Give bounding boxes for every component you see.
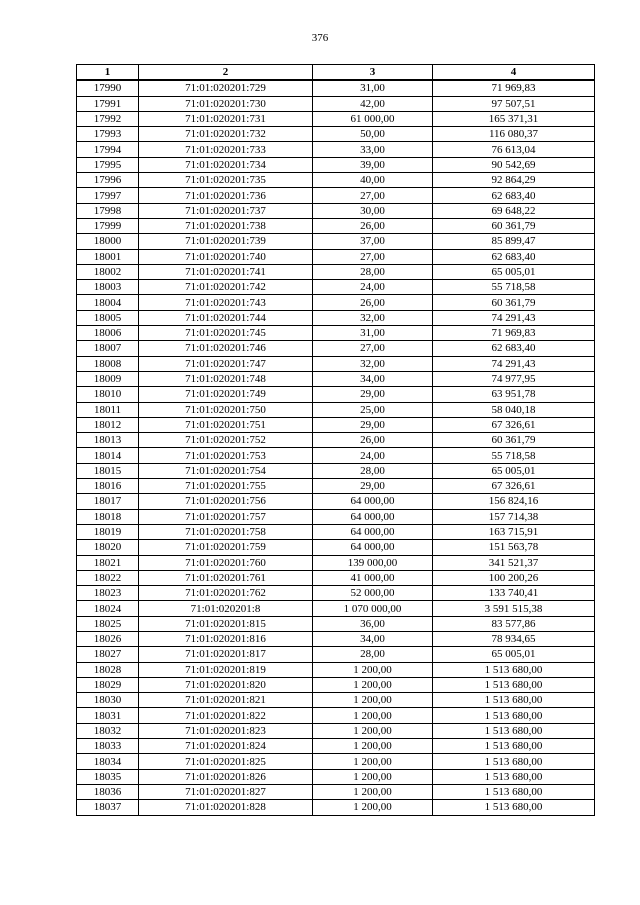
table-row xyxy=(77,173,595,188)
cadastral-number-cell: 71:01:020201:821 xyxy=(139,693,313,708)
area-cell: 26,00 xyxy=(313,433,433,448)
cadastral-number-cell: 71:01:020201:738 xyxy=(139,218,313,233)
table-row xyxy=(77,234,595,249)
area-cell: 64 000,00 xyxy=(313,509,433,524)
value-cell: 1 513 680,00 xyxy=(433,754,595,769)
value-cell: 69 648,22 xyxy=(433,203,595,218)
cadastral-number-cell: 71:01:020201:749 xyxy=(139,387,313,402)
cadastral-number-cell: 71:01:020201:731 xyxy=(139,111,313,126)
cadastral-number-cell: 71:01:020201:827 xyxy=(139,784,313,799)
table-row xyxy=(77,127,595,142)
area-cell: 1 200,00 xyxy=(313,784,433,799)
cadastral-number-cell: 71:01:020201:823 xyxy=(139,723,313,738)
cadastral-number-cell: 71:01:020201:816 xyxy=(139,631,313,646)
page-number: 376 xyxy=(311,32,329,44)
cadastral-number-cell: 71:01:020201:828 xyxy=(139,800,313,815)
area-cell: 41 000,00 xyxy=(313,570,433,585)
table-row xyxy=(77,218,595,233)
area-cell: 37,00 xyxy=(313,234,433,249)
value-cell: 1 513 680,00 xyxy=(433,739,595,754)
table-row xyxy=(77,769,595,784)
table-row xyxy=(77,356,595,371)
cadastral-number-cell: 71:01:020201:760 xyxy=(139,555,313,570)
row-number-cell: 17997 xyxy=(77,188,139,203)
table-row xyxy=(77,616,595,631)
value-cell: 92 864,29 xyxy=(433,173,595,188)
cadastral-number-cell: 71:01:020201:740 xyxy=(139,249,313,264)
cadastral-number-cell: 71:01:020201:759 xyxy=(139,540,313,555)
row-number-cell: 18027 xyxy=(77,647,139,662)
value-cell: 163 715,91 xyxy=(433,524,595,539)
value-cell: 74 291,43 xyxy=(433,356,595,371)
table-row xyxy=(77,96,595,111)
table-row xyxy=(77,494,595,509)
column-header-1: 1 xyxy=(77,65,139,81)
table-row xyxy=(77,647,595,662)
row-number-cell: 17990 xyxy=(77,80,139,96)
table-row xyxy=(77,448,595,463)
row-number-cell: 18024 xyxy=(77,601,139,616)
cadastral-number-cell: 71:01:020201:751 xyxy=(139,417,313,432)
value-cell: 165 371,31 xyxy=(433,111,595,126)
row-number-cell: 17998 xyxy=(77,203,139,218)
value-cell: 62 683,40 xyxy=(433,249,595,264)
table-row xyxy=(77,387,595,402)
value-cell: 1 513 680,00 xyxy=(433,708,595,723)
table-row xyxy=(77,326,595,341)
row-number-cell: 18026 xyxy=(77,631,139,646)
value-cell: 1 513 680,00 xyxy=(433,723,595,738)
column-header-3: 3 xyxy=(313,65,433,81)
cadastral-number-cell: 71:01:020201:744 xyxy=(139,310,313,325)
value-cell: 58 040,18 xyxy=(433,402,595,417)
table-row xyxy=(77,203,595,218)
table-row xyxy=(77,80,595,96)
cadastral-number-cell: 71:01:020201:747 xyxy=(139,356,313,371)
area-cell: 1 200,00 xyxy=(313,754,433,769)
cadastral-number-cell: 71:01:020201:733 xyxy=(139,142,313,157)
table-row xyxy=(77,723,595,738)
cadastral-number-cell: 71:01:020201:815 xyxy=(139,616,313,631)
value-cell: 1 513 680,00 xyxy=(433,693,595,708)
cadastral-number-cell: 71:01:020201:736 xyxy=(139,188,313,203)
value-cell: 63 951,78 xyxy=(433,387,595,402)
value-cell: 67 326,61 xyxy=(433,417,595,432)
row-number-cell: 18032 xyxy=(77,723,139,738)
area-cell: 42,00 xyxy=(313,96,433,111)
table-row xyxy=(77,371,595,386)
area-cell: 1 200,00 xyxy=(313,708,433,723)
row-number-cell: 17999 xyxy=(77,218,139,233)
table-row xyxy=(77,540,595,555)
row-number-cell: 18030 xyxy=(77,693,139,708)
table-row xyxy=(77,601,595,616)
table-row xyxy=(77,111,595,126)
area-cell: 64 000,00 xyxy=(313,524,433,539)
cadastral-number-cell: 71:01:020201:761 xyxy=(139,570,313,585)
value-cell: 78 934,65 xyxy=(433,631,595,646)
value-cell: 62 683,40 xyxy=(433,188,595,203)
value-cell: 85 899,47 xyxy=(433,234,595,249)
value-cell: 71 969,83 xyxy=(433,326,595,341)
row-number-cell: 18017 xyxy=(77,494,139,509)
cadastral-number-cell: 71:01:020201:762 xyxy=(139,586,313,601)
value-cell: 55 718,58 xyxy=(433,448,595,463)
row-number-cell: 18012 xyxy=(77,417,139,432)
row-number-cell: 18018 xyxy=(77,509,139,524)
row-number-cell: 18011 xyxy=(77,402,139,417)
row-number-cell: 18034 xyxy=(77,754,139,769)
table-row xyxy=(77,433,595,448)
area-cell: 29,00 xyxy=(313,479,433,494)
value-cell: 76 613,04 xyxy=(433,142,595,157)
area-cell: 1 200,00 xyxy=(313,662,433,677)
table-header xyxy=(77,65,595,81)
cadastral-number-cell: 71:01:020201:758 xyxy=(139,524,313,539)
value-cell: 90 542,69 xyxy=(433,157,595,172)
area-cell: 27,00 xyxy=(313,249,433,264)
row-number-cell: 17992 xyxy=(77,111,139,126)
row-number-cell: 18036 xyxy=(77,784,139,799)
table-row xyxy=(77,739,595,754)
value-cell: 74 291,43 xyxy=(433,310,595,325)
value-cell: 67 326,61 xyxy=(433,479,595,494)
cadastral-number-cell: 71:01:020201:745 xyxy=(139,326,313,341)
header-row xyxy=(77,65,595,81)
table-row xyxy=(77,280,595,295)
row-number-cell: 18016 xyxy=(77,479,139,494)
row-number-cell: 18005 xyxy=(77,310,139,325)
area-cell: 33,00 xyxy=(313,142,433,157)
cadastral-number-cell: 71:01:020201:822 xyxy=(139,708,313,723)
area-cell: 31,00 xyxy=(313,80,433,96)
row-number-cell: 18033 xyxy=(77,739,139,754)
row-number-cell: 18001 xyxy=(77,249,139,264)
table-row xyxy=(77,249,595,264)
table-row xyxy=(77,708,595,723)
row-number-cell: 18002 xyxy=(77,264,139,279)
column-header-4: 4 xyxy=(433,65,595,81)
cadastral-number-cell: 71:01:020201:825 xyxy=(139,754,313,769)
row-number-cell: 17993 xyxy=(77,127,139,142)
cadastral-number-cell: 71:01:020201:732 xyxy=(139,127,313,142)
row-number-cell: 17995 xyxy=(77,157,139,172)
table-row xyxy=(77,157,595,172)
row-number-cell: 18007 xyxy=(77,341,139,356)
cadastral-number-cell: 71:01:020201:746 xyxy=(139,341,313,356)
area-cell: 24,00 xyxy=(313,448,433,463)
area-cell: 52 000,00 xyxy=(313,586,433,601)
area-cell: 36,00 xyxy=(313,616,433,631)
cadastral-number-cell: 71:01:020201:824 xyxy=(139,739,313,754)
table-row xyxy=(77,417,595,432)
value-cell: 60 361,79 xyxy=(433,295,595,310)
row-number-cell: 17994 xyxy=(77,142,139,157)
row-number-cell: 18013 xyxy=(77,433,139,448)
value-cell: 74 977,95 xyxy=(433,371,595,386)
table-row xyxy=(77,295,595,310)
row-number-cell: 18015 xyxy=(77,463,139,478)
value-cell: 100 200,26 xyxy=(433,570,595,585)
area-cell: 1 200,00 xyxy=(313,693,433,708)
area-cell: 39,00 xyxy=(313,157,433,172)
row-number-cell: 18006 xyxy=(77,326,139,341)
area-cell: 24,00 xyxy=(313,280,433,295)
table-row xyxy=(77,570,595,585)
cadastral-number-cell: 71:01:020201:820 xyxy=(139,677,313,692)
row-number-cell: 18028 xyxy=(77,662,139,677)
area-cell: 50,00 xyxy=(313,127,433,142)
row-number-cell: 18010 xyxy=(77,387,139,402)
area-cell: 61 000,00 xyxy=(313,111,433,126)
cadastral-number-cell: 71:01:020201:757 xyxy=(139,509,313,524)
cadastral-number-cell: 71:01:020201:750 xyxy=(139,402,313,417)
cadastral-value-table xyxy=(76,64,595,816)
value-cell: 65 005,01 xyxy=(433,647,595,662)
value-cell: 65 005,01 xyxy=(433,264,595,279)
cadastral-number-cell: 71:01:020201:754 xyxy=(139,463,313,478)
row-number-cell: 18020 xyxy=(77,540,139,555)
row-number-cell: 18037 xyxy=(77,800,139,815)
row-number-cell: 18025 xyxy=(77,616,139,631)
area-cell: 30,00 xyxy=(313,203,433,218)
table-row xyxy=(77,310,595,325)
row-number-cell: 18019 xyxy=(77,524,139,539)
area-cell: 28,00 xyxy=(313,264,433,279)
cadastral-number-cell: 71:01:020201:730 xyxy=(139,96,313,111)
row-number-cell: 18014 xyxy=(77,448,139,463)
row-number-cell: 18031 xyxy=(77,708,139,723)
value-cell: 133 740,41 xyxy=(433,586,595,601)
cadastral-number-cell: 71:01:020201:753 xyxy=(139,448,313,463)
table-row xyxy=(77,586,595,601)
value-cell: 83 577,86 xyxy=(433,616,595,631)
value-cell: 1 513 680,00 xyxy=(433,662,595,677)
area-cell: 1 200,00 xyxy=(313,769,433,784)
table-body xyxy=(77,80,595,815)
cadastral-number-cell: 71:01:020201:735 xyxy=(139,173,313,188)
row-number-cell: 18035 xyxy=(77,769,139,784)
cadastral-number-cell: 71:01:020201:755 xyxy=(139,479,313,494)
row-number-cell: 18029 xyxy=(77,677,139,692)
table-row xyxy=(77,479,595,494)
table-row xyxy=(77,463,595,478)
value-cell: 1 513 680,00 xyxy=(433,677,595,692)
cadastral-number-cell: 71:01:020201:743 xyxy=(139,295,313,310)
table-row xyxy=(77,341,595,356)
area-cell: 34,00 xyxy=(313,371,433,386)
area-cell: 64 000,00 xyxy=(313,494,433,509)
cadastral-number-cell: 71:01:020201:826 xyxy=(139,769,313,784)
cadastral-number-cell: 71:01:020201:739 xyxy=(139,234,313,249)
value-cell: 62 683,40 xyxy=(433,341,595,356)
cadastral-number-cell: 71:01:020201:737 xyxy=(139,203,313,218)
cadastral-number-cell: 71:01:020201:819 xyxy=(139,662,313,677)
area-cell: 40,00 xyxy=(313,173,433,188)
area-cell: 28,00 xyxy=(313,463,433,478)
value-cell: 341 521,37 xyxy=(433,555,595,570)
area-cell: 64 000,00 xyxy=(313,540,433,555)
row-number-cell: 18021 xyxy=(77,555,139,570)
row-number-cell: 18008 xyxy=(77,356,139,371)
area-cell: 26,00 xyxy=(313,295,433,310)
table-row xyxy=(77,631,595,646)
value-cell: 55 718,58 xyxy=(433,280,595,295)
value-cell: 71 969,83 xyxy=(433,80,595,96)
area-cell: 32,00 xyxy=(313,356,433,371)
cadastral-number-cell: 71:01:020201:756 xyxy=(139,494,313,509)
table-row xyxy=(77,264,595,279)
cadastral-number-cell: 71:01:020201:817 xyxy=(139,647,313,662)
value-cell: 97 507,51 xyxy=(433,96,595,111)
table-row xyxy=(77,555,595,570)
value-cell: 65 005,01 xyxy=(433,463,595,478)
area-cell: 27,00 xyxy=(313,341,433,356)
area-cell: 139 000,00 xyxy=(313,555,433,570)
table-row xyxy=(77,509,595,524)
row-number-cell: 18003 xyxy=(77,280,139,295)
value-cell: 1 513 680,00 xyxy=(433,800,595,815)
table-row xyxy=(77,677,595,692)
area-cell: 26,00 xyxy=(313,218,433,233)
value-cell: 1 513 680,00 xyxy=(433,784,595,799)
row-number-cell: 18009 xyxy=(77,371,139,386)
value-cell: 3 591 515,38 xyxy=(433,601,595,616)
table-row xyxy=(77,188,595,203)
area-cell: 25,00 xyxy=(313,402,433,417)
row-number-cell: 18004 xyxy=(77,295,139,310)
row-number-cell: 17996 xyxy=(77,173,139,188)
cadastral-number-cell: 71:01:020201:734 xyxy=(139,157,313,172)
row-number-cell: 18023 xyxy=(77,586,139,601)
cadastral-number-cell: 71:01:020201:742 xyxy=(139,280,313,295)
area-cell: 28,00 xyxy=(313,647,433,662)
table-row xyxy=(77,800,595,815)
area-cell: 34,00 xyxy=(313,631,433,646)
cadastral-number-cell: 71:01:020201:741 xyxy=(139,264,313,279)
value-cell: 156 824,16 xyxy=(433,494,595,509)
value-cell: 1 513 680,00 xyxy=(433,769,595,784)
value-cell: 60 361,79 xyxy=(433,433,595,448)
table-row xyxy=(77,662,595,677)
cadastral-number-cell: 71:01:020201:729 xyxy=(139,80,313,96)
row-number-cell: 17991 xyxy=(77,96,139,111)
cadastral-number-cell: 71:01:020201:8 xyxy=(139,601,313,616)
column-header-2: 2 xyxy=(139,65,313,81)
area-cell: 1 070 000,00 xyxy=(313,601,433,616)
value-cell: 157 714,38 xyxy=(433,509,595,524)
area-cell: 29,00 xyxy=(313,387,433,402)
table-row xyxy=(77,142,595,157)
area-cell: 29,00 xyxy=(313,417,433,432)
area-cell: 1 200,00 xyxy=(313,677,433,692)
value-cell: 151 563,78 xyxy=(433,540,595,555)
area-cell: 1 200,00 xyxy=(313,800,433,815)
table-row xyxy=(77,784,595,799)
cadastral-number-cell: 71:01:020201:748 xyxy=(139,371,313,386)
area-cell: 32,00 xyxy=(313,310,433,325)
table-row xyxy=(77,524,595,539)
area-cell: 1 200,00 xyxy=(313,739,433,754)
table-row xyxy=(77,402,595,417)
area-cell: 27,00 xyxy=(313,188,433,203)
area-cell: 31,00 xyxy=(313,326,433,341)
value-cell: 60 361,79 xyxy=(433,218,595,233)
row-number-cell: 18000 xyxy=(77,234,139,249)
area-cell: 1 200,00 xyxy=(313,723,433,738)
row-number-cell: 18022 xyxy=(77,570,139,585)
value-cell: 116 080,37 xyxy=(433,127,595,142)
table-row xyxy=(77,754,595,769)
cadastral-number-cell: 71:01:020201:752 xyxy=(139,433,313,448)
table-row xyxy=(77,693,595,708)
